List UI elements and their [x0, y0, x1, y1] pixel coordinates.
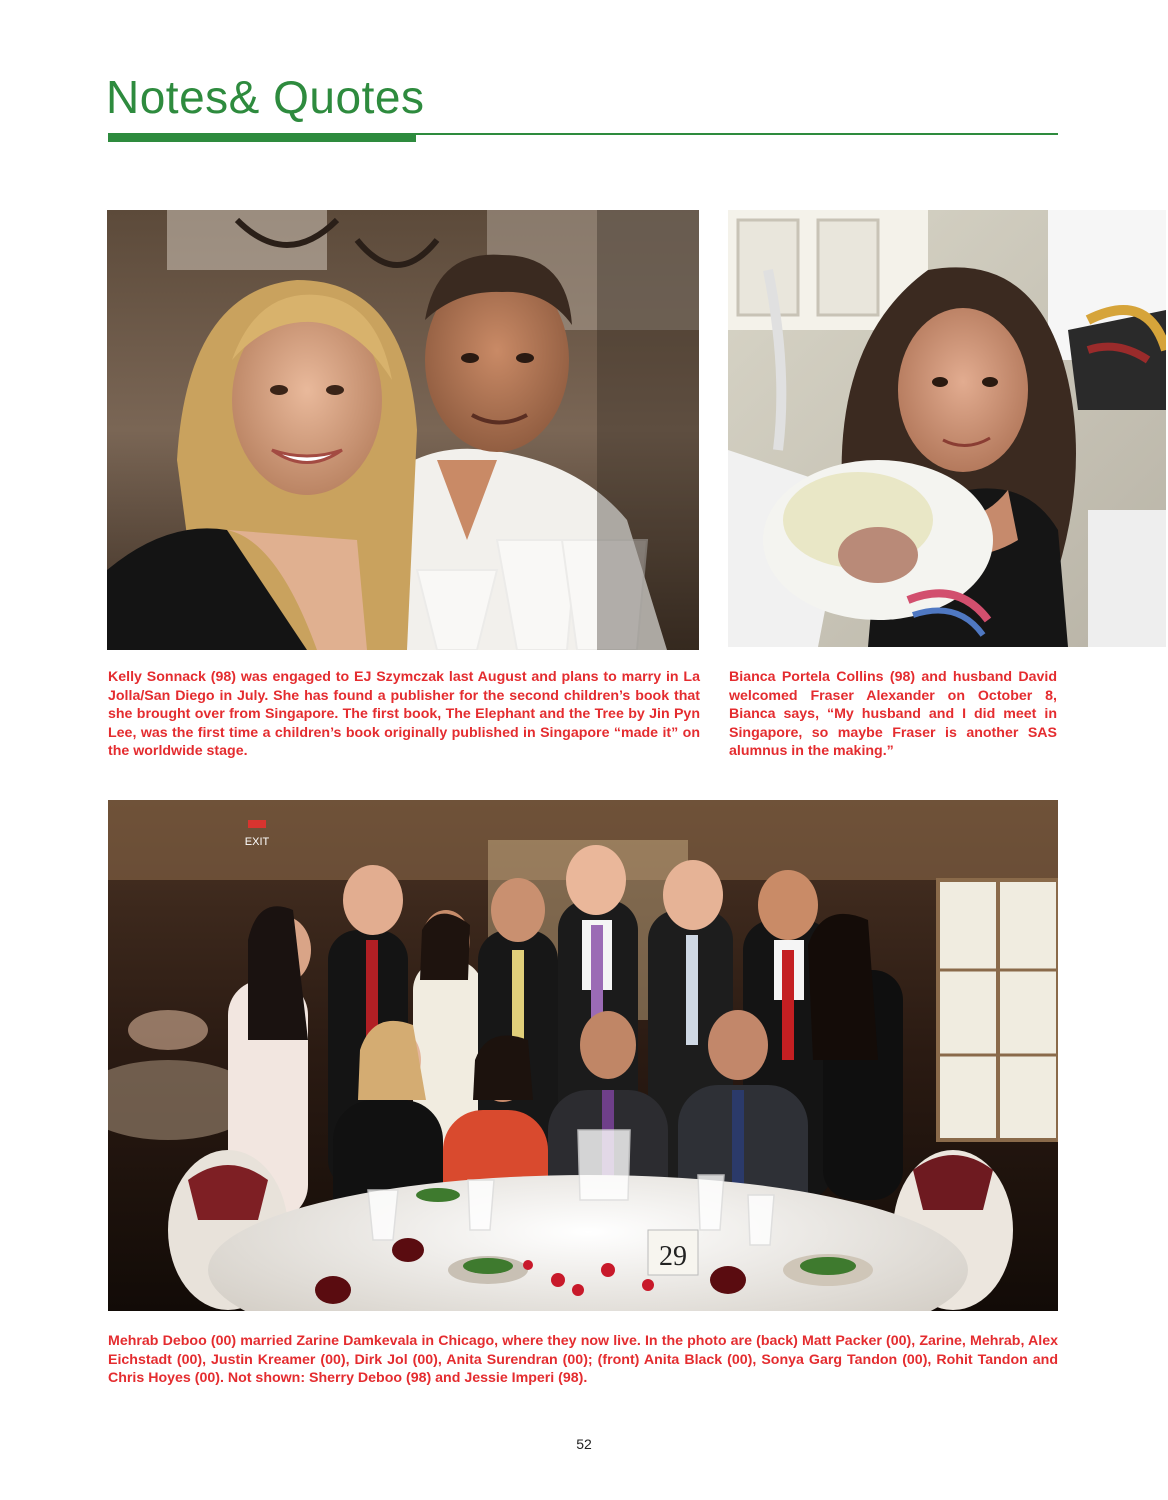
page-number: 52	[576, 1436, 592, 1452]
caption-kelly-sonnack: Kelly Sonnack (98) was engaged to EJ Szymczak last August and plans to marry in La Jolla/San Diego in July. She has found a publisher for the second children’s book that she brought over from Singapore. The first book, The Elephant and the Tree by Jin Pyn Lee, was the first time a children’s book originally published in Singapore “made it” on the worldwide stage.	[108, 669, 700, 760]
section-title: Notes& Quotes	[106, 71, 425, 123]
table-number-card: 29	[659, 1241, 687, 1272]
title-rule-thick	[108, 135, 416, 142]
caption-mehrab-deboo: Mehrab Deboo (00) married Zarine Damkevala in Chicago, where they now live. In the photo are (back) Matt Packer (00), Zarine, Mehrab, Alex Eichstadt (00), Justin Kreamer (00), Dirk Jol (00), Anita Surendran (00); (front) Anita Black (00), Sonya Garg Tandon (00), Rohit Tandon and Chris Hoyes (00). Not shown: Sherry Deboo (98) and Jessie Imperi (98).	[108, 1333, 1058, 1387]
exit-sign: EXIT	[244, 836, 270, 848]
photo-wedding-group	[108, 800, 1058, 1311]
photo-kelly-and-ej	[107, 210, 699, 650]
caption-bianca-portela-collins: Bianca Portela Collins (98) and husband David welcomed Fraser Alexander on October 8, Bianca says, “My husband and I did meet in Singapore, so maybe Fraser is another SAS alumnus in the making.”	[729, 669, 1057, 760]
photo-bianca-and-baby	[728, 210, 1166, 647]
